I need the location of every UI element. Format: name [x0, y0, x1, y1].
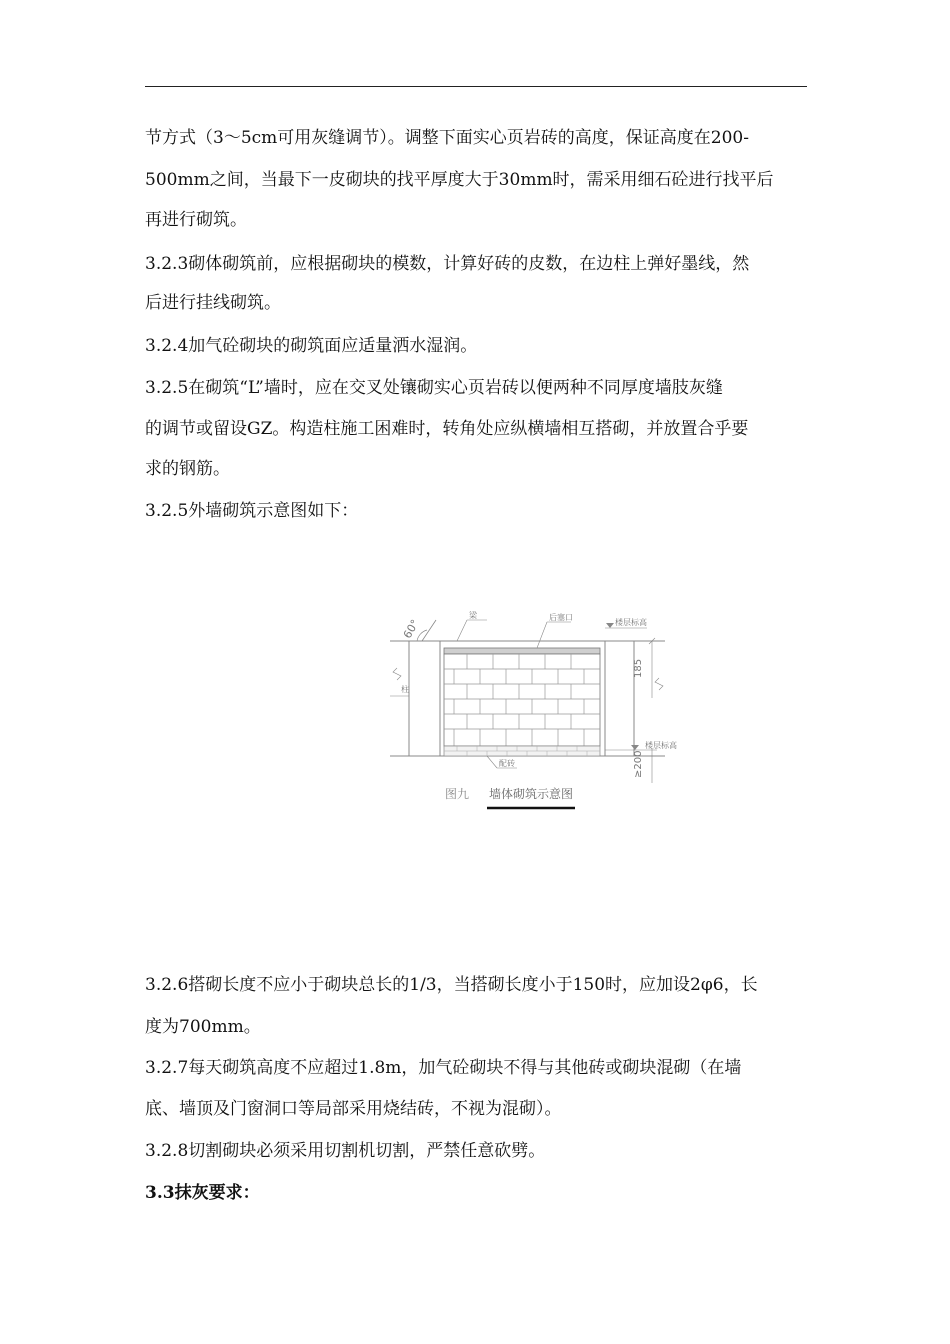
paragraph-line: 3.2.5在砌筑“L”墙时，应在交叉处镶砌实心页岩砖以便两种不同厚度墙肢灰缝 — [145, 378, 723, 398]
paragraph-line: 节方式（3～5cm可用灰缝调节）。调整下面实心页岩砖的高度，保证高度在200- — [145, 128, 749, 148]
paragraph-line: 3.2.6搭砌长度不应小于砌块总长的1/3，当搭砌长度小于150时，应加设2φ6，长 — [145, 975, 758, 995]
wall-masonry-diagram — [387, 608, 677, 828]
block-wall — [444, 654, 600, 746]
dim-bottom-label: ≥200 — [633, 750, 644, 778]
paragraph-line: 的调节或留设GZ。构造柱施工困难时，转角处应纵横墙相互搭砌，并放置合乎要 — [145, 419, 749, 439]
right-column — [605, 641, 634, 756]
beam-label: 梁 — [469, 611, 477, 620]
paragraph-line: 再进行砌筑。 — [145, 210, 247, 230]
angle-label: 60° — [400, 617, 422, 641]
break-mark-left — [393, 668, 401, 680]
paragraph-line: 3.2.3砌体砌筑前，应根据砌块的模数，计算好砖的皮数，在边柱上弹好墨线，然 — [145, 254, 750, 274]
paragraph-line: 求的钢筋。 — [145, 459, 230, 479]
paragraph-line: 底、墙顶及门窗洞口等局部采用烧结砖，不视为混砌）。 — [145, 1099, 562, 1119]
header-rule — [145, 86, 807, 87]
elevation-triangle — [606, 623, 614, 628]
wall-diagram-svg — [387, 608, 677, 828]
floor-bottom-label: 楼层标高 — [645, 741, 677, 750]
paragraph-line: 3.2.4加气砼砌块的砌筑面应适量洒水湿润。 — [145, 336, 478, 356]
dim-top-label: 185 — [633, 658, 644, 678]
column-label: 柱 — [401, 685, 409, 694]
caulk-strip — [444, 648, 600, 654]
paragraph-line: 后进行挂线砌筑。 — [145, 293, 281, 313]
section-heading: 3.3抹灰要求： — [145, 1183, 260, 1203]
floor-top-label: 楼层标高 — [615, 618, 647, 627]
left-column — [409, 641, 440, 756]
paragraph-line: 3.2.7每天砌筑高度不应超过1.8m，加气砼砌块不得与其他砖或砌块混砌（在墙 — [145, 1058, 742, 1078]
paragraph-line: 3.2.5外墙砌筑示意图如下： — [145, 501, 359, 521]
break-mark-right — [655, 678, 663, 690]
caption-title: 墙体砌筑示意图 — [489, 787, 574, 801]
paragraph-line: 500mm之间，当最下一皮砌块的找平厚度大于30mm时，需采用细石砼进行找平后 — [145, 170, 774, 190]
caulk-label: 后塞口 — [549, 613, 573, 622]
caption-number: 图九 — [445, 787, 470, 801]
paragraph-line: 度为700mm。 — [145, 1017, 261, 1037]
base-brick-label: 配砖 — [499, 759, 515, 768]
angle-leader — [422, 620, 436, 641]
paragraph-line: 3.2.8切割砌块必须采用切割机切割，严禁任意砍劈。 — [145, 1141, 546, 1161]
